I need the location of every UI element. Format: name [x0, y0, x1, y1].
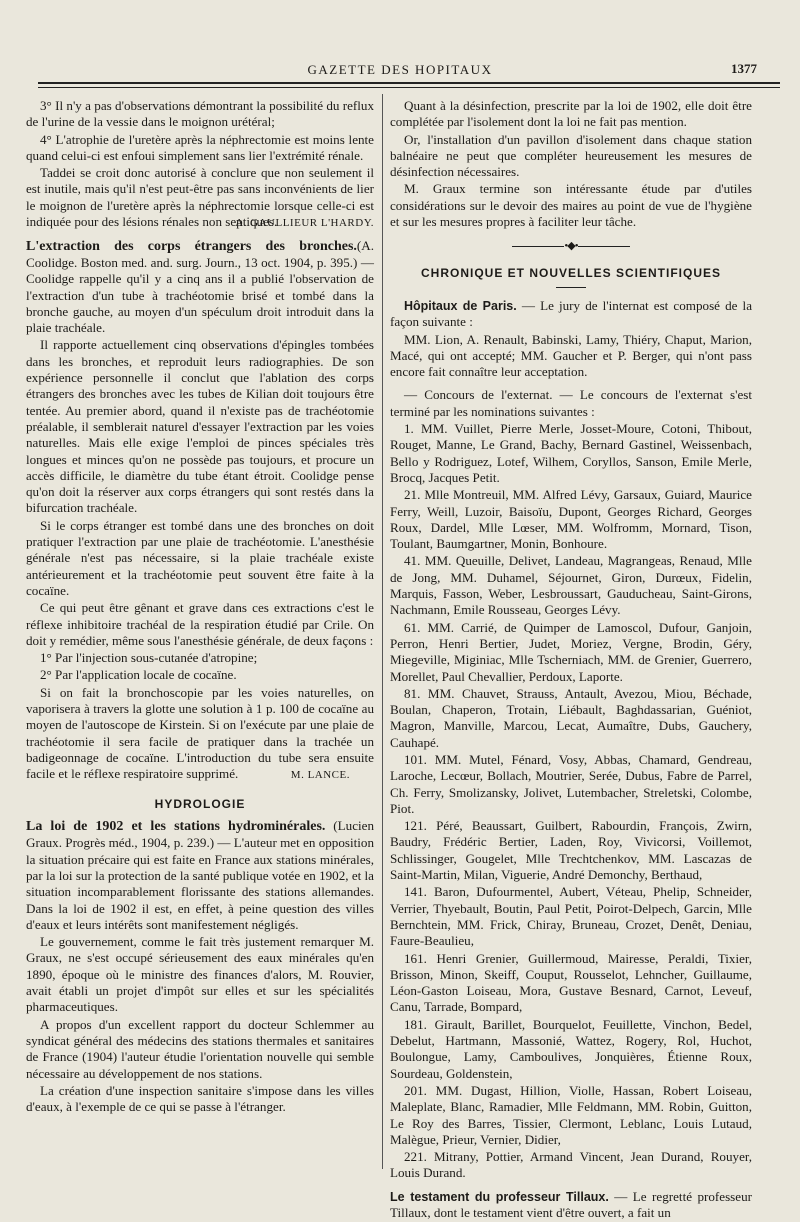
paragraph: 4° L'atrophie de l'uretère après la néphrectomie est moins lente quand celui-ci est enfoui simplement sans lier l'extrémité rénale.	[26, 131, 374, 163]
list-item: 121. Péré, Beaussart, Guilbert, Rabourdin, François, Zwirn, Baudry, Frédéric Bertier, Laden, Roy, Vivicorsi, Voillemot, Schlissinger, Gougelet, Mlle Trechtchenkov, MM. Lascazas de Saint-Martin, Milan, Viguerie, André Demonchy, Berthaud,	[390, 818, 752, 883]
paragraph: 3° Il n'y a pas d'observations démontrant la possibilité du reflux de l'urine de la vessie dans le moignon urétéral;	[26, 98, 374, 130]
news-title: Hôpitaux de Paris.	[404, 298, 517, 313]
paragraph: Ce qui peut être gênant et grave dans ces extractions c'est le réflexe inhibitoire trachéal de la respiration étudié par Crile. On doit y remédier, même sous l'anesthésie générale, de deux façons :	[26, 600, 374, 648]
news-text: — Le jury de l'internat est composé de la façon suivante :	[390, 297, 753, 330]
paragraph: Le gouvernement, comme le fait très justement remarquer M. Graux, ne s'est occupé sérieusement des eaux minérales qu'en 1890, époque où le ministre des finances d'alors, M. Rouvier, avait établi un projet d'impôt sur elles et sur les spécialités pharmaceutiques.	[26, 934, 374, 1015]
paragraph: Or, l'installation d'un pavillon d'isolement dans chaque station balnéaire ne peut que compléter heureusement les mesures de désinfection nécessaires.	[390, 131, 752, 180]
news-title: Le testament du professeur Tillaux.	[390, 1189, 609, 1204]
header-rule-thin	[38, 87, 780, 88]
page-number: 1377	[731, 61, 757, 76]
article-reference: (Lucien Graux. Progrès méd., 1904, p. 239.) — L'auteur met en opposition la situation précaire qui est faite en France aux stations minérales, par la loi sur la protection de la santé publique votée en 1902, et la situation incomparablement florissante des stations allemandes. Dans la loi de 1902 il est, en effet, à peine question des villes d'eaux et leurs intérêts sont manifestement négligés.	[26, 818, 375, 932]
list-item: 41. MM. Queuille, Delivet, Landeau, Magrangeas, Renaud, Mlle de Jong, MM. Duhamel, Séjournet, Giron, Durœux, Fidelin, Marquis, Fasson, Weber, Lesbroussart, Gauducheau, Saint-Girons, Nachmann, Emile Rousseau, Georges Lévy.	[390, 553, 752, 618]
paragraph: Taddei se croit donc autorisé à conclure que non seulement il est inutile, mais qu'il n'est peut-être pas sans inconvénients de lier le moignon de l'uretère après la néphrectomie lorsque celle-ci est indiquée pour des lésions rénales non septiques.	[26, 165, 374, 230]
paragraph: M. Graux termine son intéressante étude par d'utiles considérations sur le devoir des maires au point de vue de l'hygiène et sur les mesures propres à faciliter leur tâche.	[390, 181, 752, 230]
list-item: 181. Girault, Barillet, Bourquelot, Feuillette, Vinchon, Bedel, Debelut, Hartmann, Massonié, Wattez, Rogery, Rol, Huchot, Boulongue, Lamy, Camboulives, Jonquières, Étienne Roux, Sourdeau, Goldenstein,	[390, 1016, 752, 1081]
list-item: 21. Mlle Montreuil, MM. Alfred Lévy, Garsaux, Guiard, Maurice Ferry, Weill, Luzoir, Baisoïu, Dupont, Georges Richard, Georges Roux, Dardel, Mlle Lœser, MM. Wolfromm, Mornard, Tison, Toulant, Baumgartner, Monin, Bonhoure.	[390, 487, 752, 552]
paragraph: Si le corps étranger est tombé dans une des bronches on doit pratiquer l'extraction par une plaie de trachéotomie. L'anesthésie générale n'est pas nécessaire, si la plaie trachéale existe antérieurement et la trachéotomie peut souvent être faite à la cocaïne.	[26, 517, 374, 598]
paragraph: Il rapporte actuellement cinq observations d'épingles tombées dans les bronches, et reproduit leurs radiographies. De son expérience personnelle il conclut que l'ablation des corps étrangers des bronches avec les tubes de Kilian doit toujours être tentée. Au premier abord, quand il n'existe pas de trachéotomie préalable, il semblerait naturel d'essayer l'extraction par les voies naturelles. Mais elle exige l'emploi de pinces spéciales très longues et minces qu'on ne possède pas toujours, et procure un accès difficile, le diamètre du tube étant étroit. Coolidge pense qu'on doit la réserver aux corps étrangers qui sont restés dans la bifurcation trachéale.	[26, 337, 374, 516]
article-reference: (A. Coolidge. Boston med. and. surg. Journ., 13 oct. 1904, p. 395.) — Coolidge rappelle qu'il y a cinq ans il a publié l'observation de l'extraction d'un tube à trachéotomie brisé et tombé dans la bronche gauche, au moyen d'un spéculum droit introduit dans la plaie trachéale.	[26, 237, 374, 336]
section-ornament: •◆•	[390, 238, 752, 254]
article-title: La loi de 1902 et les stations hydrominérales.	[26, 819, 326, 835]
paragraph: Si on fait la bronchoscopie par les voies naturelles, on vaporisera à travers la glotte une solution à 1 p. 100 de cocaïne au moyen de l'autoscope de Kirstein. Si on l'exécute par une plaie de trachéotomie il sera facile de pratiquer dans la trachée un badigeonnage de cocaïne. L'introduction du tube sera ensuite facile et le réflexe respiratoire supprimé.	[26, 684, 374, 782]
list-item: 101. MM. Mutel, Fénard, Vosy, Abbas, Chamard, Gendreau, Laroche, Lecœur, Bollach, Moutrier, Serée, Dubus, Fabre de Parrel, Ch. Ferry, Smolizansky, Jolivet, Lutembacher, Streletski, Colombe, Piot.	[390, 751, 752, 816]
list-item: 61. MM. Carrié, de Quimper de Lamoscol, Dufour, Ganjoin, Perron, Henri Bertier, Judet, Moriez, Vergne, Brodin, Géry, Miegeville, Miginiac, Mlle Tscherniach, MM. de Grenier, Guerrero, Morellet, Paul Chevallier, Perdoux, Laporte.	[390, 619, 752, 684]
list-item: 81. MM. Chauvet, Strauss, Antault, Avezou, Miou, Béchade, Boulan, Chaperon, Trotain, Liébault, Baghdassarian, Guéniot, Magron, Manville, Marcou, Lecat, Aumaître, Dubs, Gauchery, Cauhapé.	[390, 685, 752, 750]
list-item: 221. Mitrany, Pottier, Armand Vincent, Jean Durand, Rouyer, Louis Durand.	[390, 1149, 752, 1181]
author-signature: A. GAULLIEUR L'HARDY.	[235, 217, 374, 230]
news-text: — Le regretté professeur Tillaux, dont le testament vient d'être ouvert, a fait un	[390, 1188, 752, 1220]
list-item: 161. Henri Grenier, Guillermoud, Mairesse, Peraldi, Tixier, Brisson, Minon, Skeiff, Couput, Rousselot, Lehncher, Guillaume, Léon-Gaston Loiseau, Mora, Gustave Besnard, Carnot, Leveuf, Canu, Tarrade, Bompard,	[390, 950, 752, 1015]
paragraph: 1° Par l'injection sous-cutanée d'atropine;	[40, 650, 258, 666]
paragraph: La création d'une inspection sanitaire s'impose dans les villes d'eaux, à l'exemple de ce qui se passe à l'étranger.	[26, 1082, 374, 1115]
column-divider	[382, 94, 383, 1169]
list-item: 1. MM. Vuillet, Pierre Merle, Josset-Moure, Cotoni, Thibout, Rouget, Manne, Le Grand, Bachy, Bernard Gastinel, Weissenbach, Bello y Rodriguez, Lotef, Wilhem, Coryllos, Sanson, Emile Merle, Brocq, Jacques Petit.	[390, 421, 752, 485]
running-header-title: GAZETTE DES HOPITAUX	[307, 62, 493, 77]
paragraph: MM. Lion, A. Renault, Babinski, Lamy, Thiéry, Chaput, Marion, Macé, qui ont accepté; MM. Gaucher et P. Berger, qui n'ont pass encore fait connaître leur acceptation.	[390, 331, 752, 380]
left-column	[26, 98, 374, 1116]
paragraph: Quant à la désinfection, prescrite par la loi de 1902, elle doit être complétée par l'isolement dont la loi ne fait pas mention.	[390, 98, 752, 130]
right-column	[390, 98, 752, 1222]
article-extraction	[26, 238, 374, 337]
paragraph: — Concours de l'externat. — Le concours de l'externat s'est terminé par les nominations suivantes :	[390, 387, 752, 419]
paragraph: 2° Par l'application locale de cocaïne.	[40, 667, 237, 683]
news-testament	[390, 1189, 752, 1222]
header-rule-thick	[38, 82, 780, 84]
heading-rule	[556, 287, 586, 288]
paragraph: A propos d'un excellent rapport du docteur Schlemmer au syndicat général des médecins des stations thermales et sanitaires de France (1904) l'auteur étudie l'orientation nouvelle qui semble nécessaire au développement de nos stations.	[26, 1016, 374, 1081]
section-heading: CHRONIQUE ET NOUVELLES SCIENTIFIQUES	[420, 265, 722, 280]
article-hydrologie	[26, 818, 374, 933]
author-signature: M. LANCE.	[290, 769, 350, 782]
section-heading: HYDROLOGIE	[154, 796, 246, 811]
news-hopitaux	[390, 298, 752, 331]
article-title: L'extraction des corps étrangers des bronches.	[26, 238, 357, 254]
list-item: 141. Baron, Dufourmentel, Aubert, Véteau, Phelip, Schneider, Verrier, Thyebault, Boutin, Paul Petit, Poirot-Delpech, Garcin, Mlle Bernchtein, MM. Frick, Chiray, Bruneau, Crozet, Denêt, Deniau, Faure-Beaulieu,	[390, 884, 752, 949]
list-item: 201. MM. Dugast, Hillion, Violle, Hassan, Robert Loiseau, Maleplate, Blanc, Ramadier, Mlle Feldmann, MM. Robin, Guitton, Le Roy des Barres, Tissier, Clermont, Leblanc, Louis Lutaud, Malègue, Prieur, Vernier, Didier,	[390, 1082, 752, 1147]
